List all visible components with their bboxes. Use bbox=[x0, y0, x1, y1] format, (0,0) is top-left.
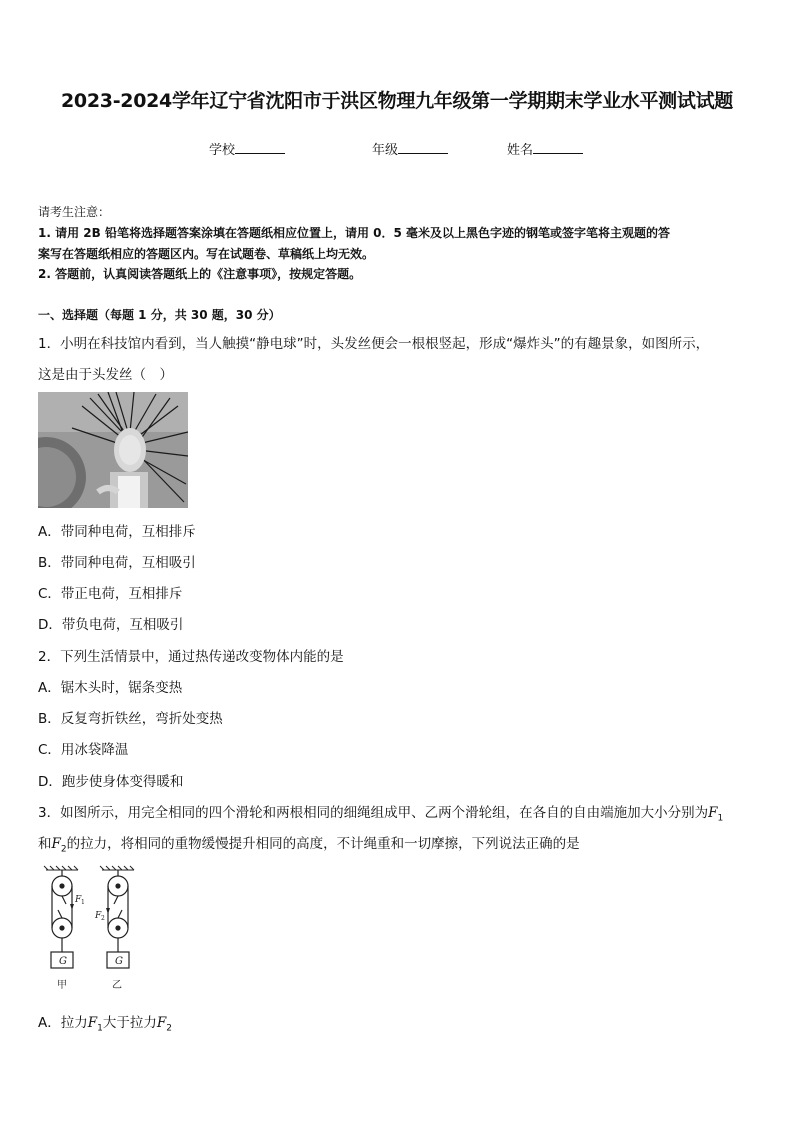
q2-option-d[interactable]: D．跑步使身体变得暖和 bbox=[38, 774, 184, 790]
q1-option-a[interactable]: A．带同种电荷，互相排斥 bbox=[38, 524, 196, 540]
q3-option-a[interactable]: A．拉力$F_1$大于拉力$F_2$ bbox=[38, 1015, 172, 1034]
notice-item-2: 2. 答题前，认真阅读答题纸上的《注意事项》，按规定答题。 bbox=[38, 267, 362, 281]
q1-option-c[interactable]: C．带正电荷，互相排斥 bbox=[38, 586, 183, 602]
q2-option-b[interactable]: B．反复弯折铁丝，弯折处变热 bbox=[38, 711, 223, 727]
q2-option-c[interactable]: C．用冰袋降温 bbox=[38, 742, 129, 758]
q2-stem: 2．下列生活情景中，通过热传递改变物体内能的是 bbox=[38, 649, 344, 665]
q1-stem-line-1: 1．小明在科技馆内看到，当人触摸“静电球”时，头发丝便会一根根竖起，形成“爆炸头”的有趣景象，如图所示， bbox=[38, 336, 710, 352]
school-field[interactable]: 学校 bbox=[209, 139, 285, 158]
svg-text:F: F bbox=[75, 895, 82, 905]
notice-item-1-line-1: 1. 请用 2B 铅笔将选择题答案涂填在答题纸相应位置上，请用 0．5 毫米及以上黑色字迹的钢笔或签字笔将主观题的答 bbox=[38, 226, 670, 240]
svg-text:G: G bbox=[59, 956, 67, 967]
svg-text:甲: 甲 bbox=[57, 980, 67, 991]
q1-option-b[interactable]: B．带同种电荷，互相吸引 bbox=[38, 555, 196, 571]
grade-field[interactable]: 年级 bbox=[372, 139, 448, 158]
q3-stem-line-1: 3．如图所示，用完全相同的四个滑轮和两根相同的细绳组成甲、乙两个滑轮组，在各自的自由端施加大小分别为$F_1$ bbox=[38, 805, 724, 824]
svg-text:2: 2 bbox=[101, 915, 105, 922]
q3-stem-line-2: 和$F_2$的拉力，将相同的重物缓慢提升相同的高度，不计绳重和一切摩擦，下列说法正确的是 bbox=[38, 836, 580, 855]
page-title: 2023-2024学年辽宁省沈阳市于洪区物理九年级第一学期期末学业水平测试试题 bbox=[61, 90, 733, 112]
q1-option-d[interactable]: D．带负电荷，互相吸引 bbox=[38, 617, 184, 633]
static-electricity-photo bbox=[38, 392, 188, 508]
pulley-system-figure bbox=[38, 864, 148, 994]
svg-text:1: 1 bbox=[81, 899, 85, 906]
svg-text:乙: 乙 bbox=[112, 980, 122, 991]
q1-stem-line-2: 这是由于头发丝（ ） bbox=[38, 367, 173, 383]
notice-heading: 请考生注意： bbox=[38, 205, 111, 219]
svg-text:G: G bbox=[115, 956, 123, 967]
q2-option-a[interactable]: A．锯木头时，锯条变热 bbox=[38, 680, 183, 696]
hair-standing-up-image bbox=[38, 392, 188, 508]
section-heading: 一、选择题（每题 1 分，共 30 题，30 分） bbox=[38, 308, 281, 322]
svg-text:F: F bbox=[95, 911, 102, 921]
notice-item-1-line-2: 案写在答题纸相应的答题区内。写在试题卷、草稿纸上均无效。 bbox=[38, 247, 375, 261]
name-field[interactable]: 姓名 bbox=[507, 139, 583, 158]
